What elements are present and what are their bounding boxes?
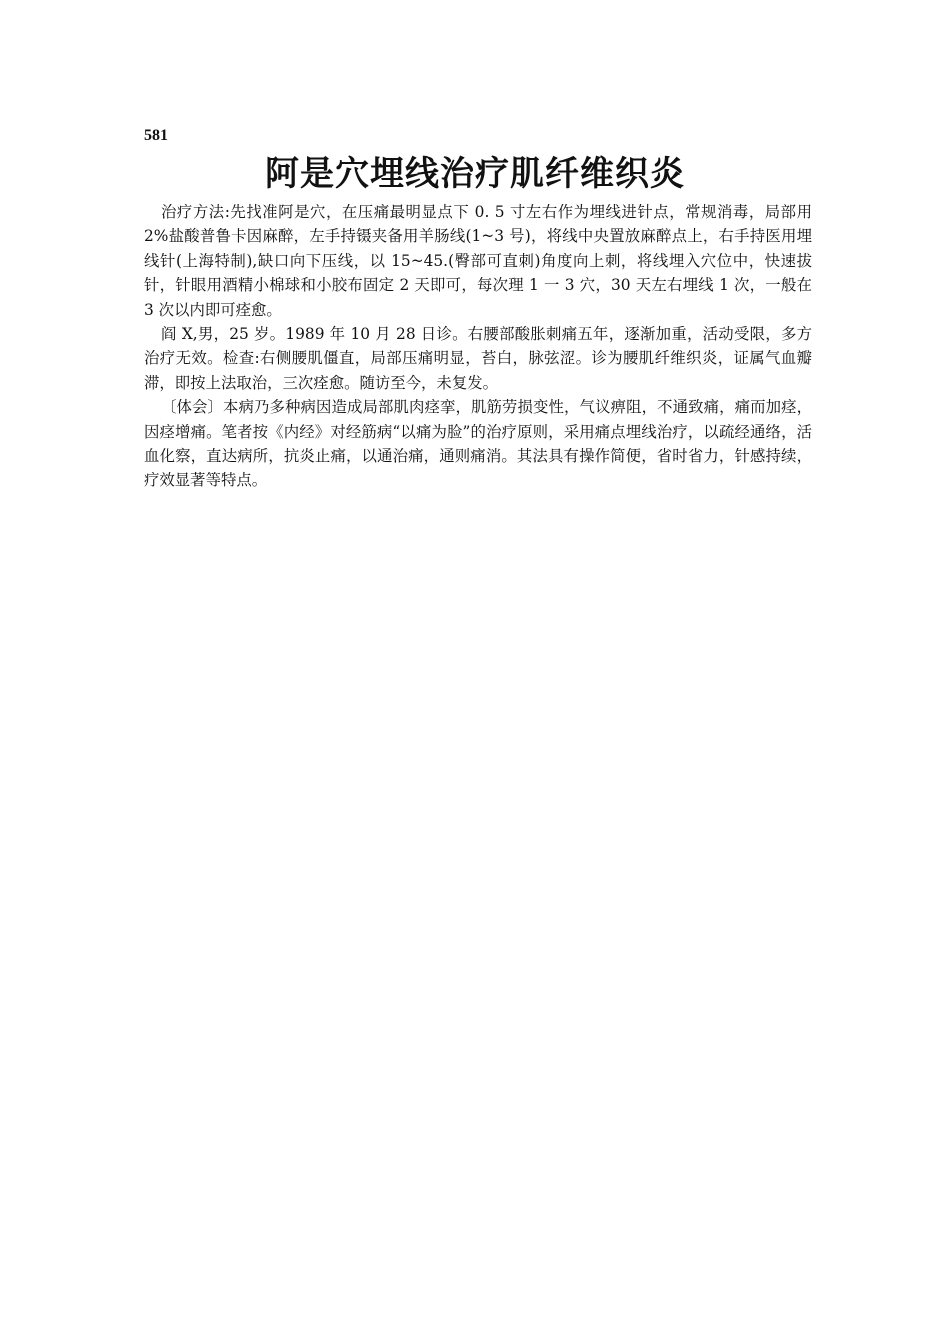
- paragraph-treatment-method: 治疗方法:先找准阿是穴，在压痛最明显点下 0. 5 寸左右作为埋线进针点，常规消毒，局部用 2%盐酸普鲁卡因麻醉，左手持镊夹备用羊肠线(1~3 号)，将线中央置放麻醉点上，右手持医用埋线针(上海特制),缺口向下压线，以 15~45.(臀部可直刺)角度向上刺，将线埋入穴位中，快速拔针，针眼用酒精小棉球和小胶布固定 2 天即可，每次理 1 一 3 穴，30 天左右埋线 1 次，一般在 3 次以内即可痊愈。: [144, 203, 812, 319]
- article-title: 阿是穴埋线治疗肌纤维织炎: [265, 154, 685, 194]
- article-body: [144, 200, 812, 493]
- paragraph-case-report: 阎 X,男，25 岁。1989 年 10 月 28 日诊。右腰部酸胀刺痛五年，逐渐加重，活动受限，多方治疗无效。检查:右侧腰肌僵直，局部压痛明显，苔白，脉弦涩。诊为腰肌纤维织炎，证属气血瓣滞，即按上法取治，三次痊愈。随访至今，未复发。: [144, 325, 812, 392]
- page-number: 581: [144, 127, 168, 144]
- paragraph-discussion: 〔体会〕本病乃多种病因造成局部肌肉痉挛，肌筋劳损变性，气议痹阻，不通致痛，痛而加痉，因痉增痛。笔者按《内经》对经筋病“以痛为脸”的治疗原则，采用痛点埋线治疗，以疏经通络，活血化察，直达病所，抗炎止痛，以通治痛，通则痛消。其法具有操作简便，省时省力，针感持续，疗效显著等特点。: [144, 398, 812, 490]
